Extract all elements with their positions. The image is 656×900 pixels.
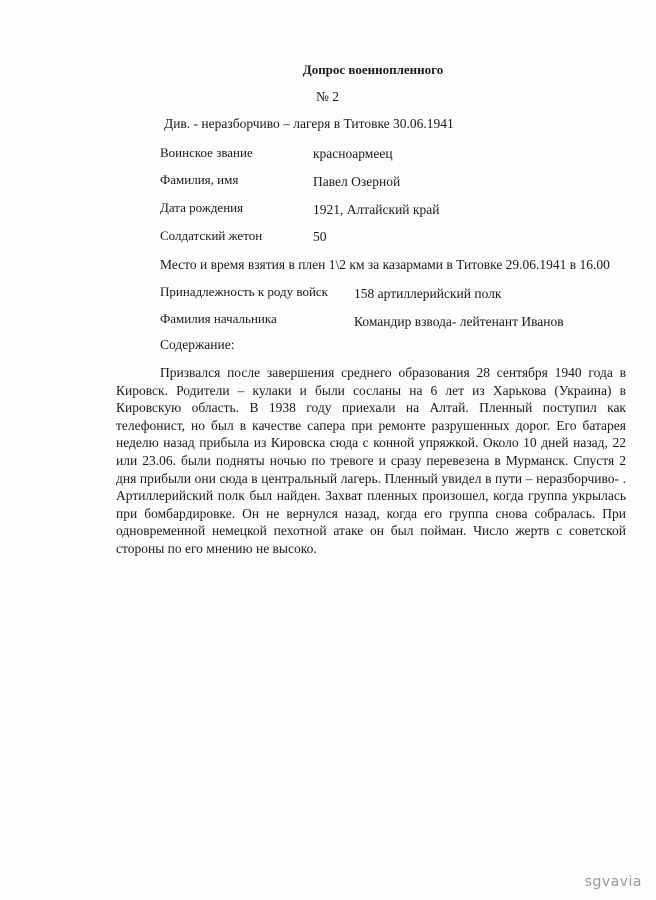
name-value: Павел Озерной: [313, 174, 401, 189]
document-number: № 2: [316, 89, 340, 104]
rank-value: красноармеец: [313, 146, 393, 161]
content-text: Призвался после завершения среднего образования 28 сентября 1940 года в Кировск. Родители – кулаки и были сосланы на 6 лет из Харькова (Украина) в Кировскую область. В 1938 году приехали на Алтай. Пленный поступил как телефонист, но был в качестве сапера при ремонте разрушенных дорог. Его батарея неделю назад прибыла из Кировска сюда с конной упряжкой. Около 10 дней назад, 22 или 23.06. были подняты ночью по тревоге и сразу перевезена в Мурманск. Спустя 2 дня прибыли они сюда в центральный лагерь. Пленный увидел в пути – неразборчиво- . Артиллерийский полк был найден. Захват пленных произошел, когда группа укрылась при бомбардировке. Он не вернулся назад, когда его группа снова собралась. При одновременной немецкой пехотной атаке он был пойман. Число жертв с советской стороны по его мнению не высоко.: [116, 365, 626, 556]
document-title: Допрос военнопленного: [302, 62, 444, 77]
birth-label: Дата рождения: [160, 200, 244, 215]
rank-label: Воинское звание: [160, 145, 253, 160]
division-line: Див. - неразборчиво – лагеря в Титовке 30.06.1941: [164, 116, 454, 131]
commander-value: Командир взвода- лейтенант Иванов: [354, 314, 564, 329]
watermark: sgvavia: [584, 874, 642, 890]
capture-line: Место и время взятия в плен 1\2 км за казармами в Титовке 29.06.1941 в 16.00: [160, 257, 610, 272]
birth-value: 1921, Алтайский край: [313, 202, 440, 217]
commander-label: Фамилия начальника: [160, 311, 277, 326]
tag-value: 50: [313, 229, 327, 244]
name-label: Фамилия, имя: [160, 172, 239, 187]
content-heading: Содержание:: [160, 337, 235, 352]
tag-label: Солдатский жетон: [160, 228, 263, 243]
branch-label: Принадлежность к роду войск: [160, 284, 328, 299]
branch-value: 158 артиллерийский полк: [354, 286, 502, 301]
content-paragraph: [116, 364, 626, 558]
